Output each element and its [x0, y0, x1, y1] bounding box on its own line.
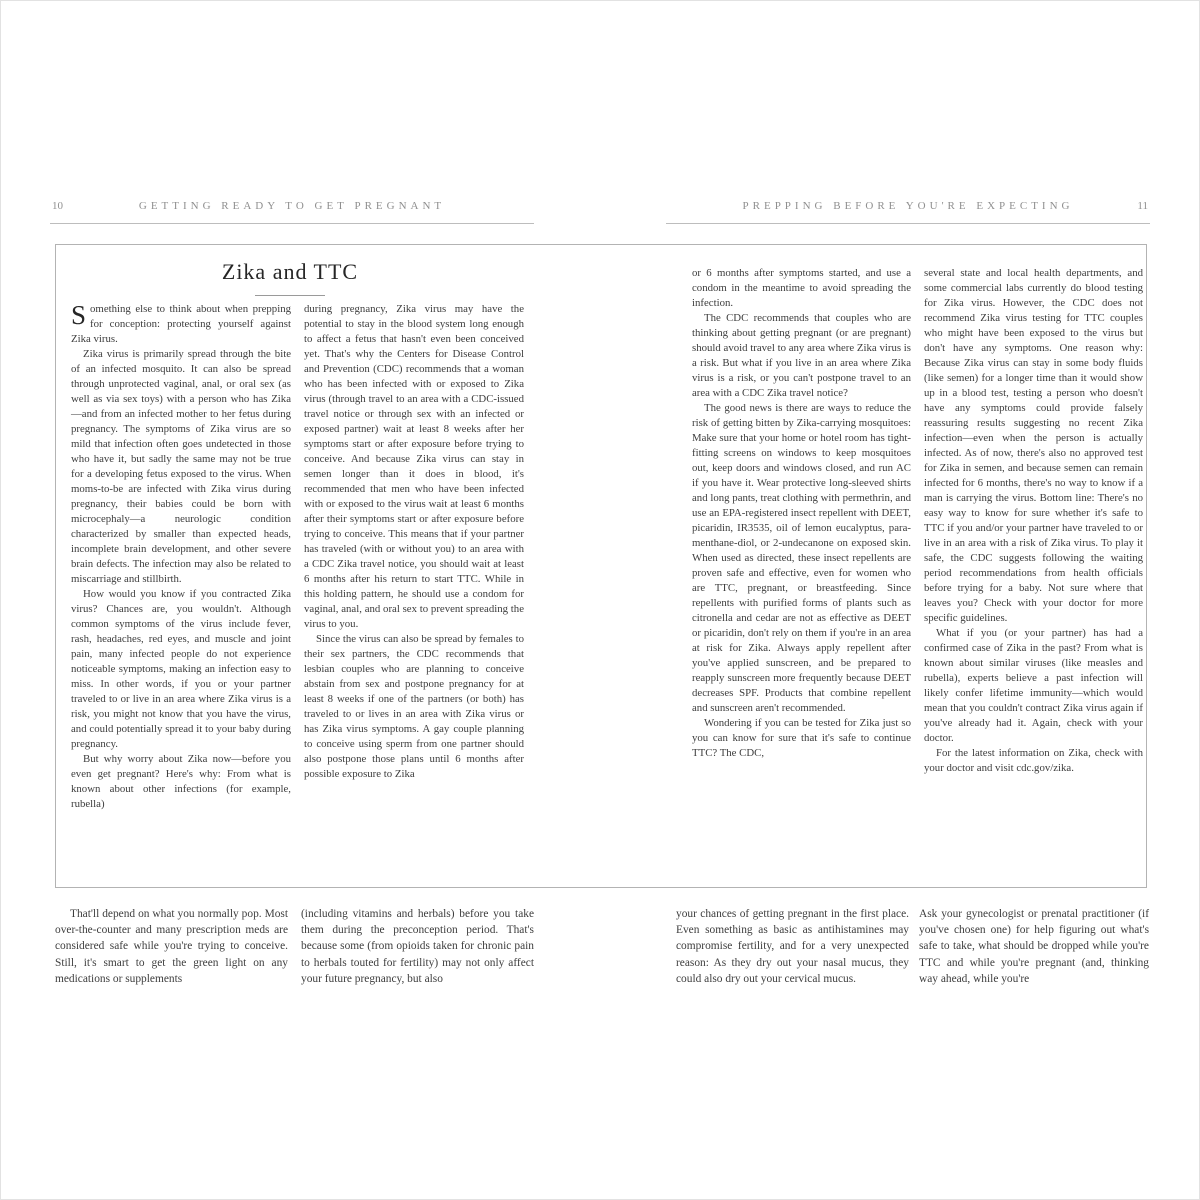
- left-running-head: [50, 200, 534, 224]
- paragraph: several state and local health departments, and some commercial labs currently do blood testing for Zika virus. However, the CDC does not recommend Zika virus testing for TTC couples who might have been exposed to the virus but don't have any symptoms. One reason why: Because Zika virus can stay in some body fluids (like semen) for a longer time than it would show up in a blood test, testing a person who doesn't have any symptoms could provide falsely reassuring results suggesting no recent Zika infection—even when the person is actually infected. As of now, there's also no approved test for Zika in semen, and because semen can remain infected for 6 months, there's no way to know if a man is carrying the virus. Bottom line: There's no easy way to know for sure whether it's safe to TTC if you and/or your partner have traveled to or live in an area with a risk of Zika virus. To play it safe, the CDC suggests following the waiting period recommendations from health officials before trying for a baby. Not sure where that leaves you? Check with your doctor for more specific guidelines.: [924, 267, 1143, 624]
- right-page-number: 11: [1137, 200, 1148, 212]
- body-column-2: [301, 906, 534, 987]
- box-column-3: [692, 266, 911, 761]
- paragraph: The good news is there are ways to reduce the risk of getting bitten by Zika-carrying mosquitoes: Make sure that your home or hotel room has tight-fitting screens on windows to keep mosquitoes out, keep doors and windows closed, and run AC if you have it. Wear protective long-sleeved shirts and long pants, treat clothing with permethrin, and use an EPA-registered insect repellent with DEET, picaridin, IR3535, oil of lemon eucalyptus, para-menthane-diol, or 2-undecanone on exposed skin. When used as directed, these insect repellents are proven safe and effective, even for women who are TTC, pregnant, or breastfeeding. Since repellents with purified forms of plants such as citronella and cedar are not as effective as DEET or picaridin, don't rely on them if you're in an area at risk for Zika. Always apply repellent after you've applied sunscreen, and be prepared to reapply sunscreen more frequently because DEET decreases SPF. Products that combine repellent and sunscreen aren't recommended.: [692, 402, 911, 714]
- zika-ttc-box: [55, 244, 1147, 888]
- paragraph: (including vitamins and herbals) before you take them during the preconception period. That's because some (from opioids taken for chronic pain to herbals touted for fertility) may not only affect your future pregnancy, but also: [301, 908, 534, 985]
- paragraph: But why worry about Zika now—before you even get pregnant? Here's why: From what is known about other infections (for example, rubella): [71, 753, 291, 810]
- paragraph: The CDC recommends that couples who are thinking about getting pregnant (or are pregnant) should avoid travel to any area where Zika virus is a risk. But what if you live in an area where Zika virus is a risk, or you can't postpone travel to an area with a CDC Zika travel notice?: [692, 312, 911, 399]
- paragraph: during pregnancy, Zika virus may have the potential to stay in the blood system long enough to affect a fetus that hasn't even been conceived yet. That's why the Centers for Disease Control and Prevention (CDC) recommends that a woman who has been infected with or exposed to Zika virus (through travel to an area with a CDC-issued travel notice or through sex with an infected or exposed partner) wait at least 8 weeks after her symptoms start or after exposure before trying to conceive. And because Zika virus can stay in semen longer than it does in blood, it's recommended that men who have been infected with or exposed to the virus wait at least 6 months after their symptoms start or after exposure before trying to conceive. This means that if your partner has traveled (with or without you) to an area with a CDC Zika travel notice, you should wait at least 6 months after his return to start TTC. While in this holding pattern, he should use a condom for vaginal, anal, and oral sex to prevent spreading the virus to you.: [304, 303, 524, 630]
- paragraph: your chances of getting pregnant in the first place. Even something as basic as antihistamines may compromise fertility, and for a very unexpected reason: As they dry out your nasal mucus, they could also dry out your cervical mucus.: [676, 908, 909, 985]
- right-running-head: [666, 200, 1150, 224]
- body-column-3: [676, 906, 909, 987]
- left-page-number: 10: [52, 200, 63, 212]
- box-title: Zika and TTC: [221, 259, 359, 284]
- box-column-4: [924, 266, 1143, 776]
- right-header-title: PREPPING BEFORE YOU'RE EXPECTING: [742, 200, 1074, 212]
- box-column-1: [71, 302, 291, 812]
- paragraph: or 6 months after symptoms started, and use a condom in the meantime to avoid spreading the infection.: [692, 267, 911, 309]
- box-column-2: [304, 302, 524, 782]
- paragraph: What if you (or your partner) has had a confirmed case of Zika in the past? From what is known about similar viruses (like measles and rubella), experts believe a past infection will likely confer lifetime immunity—which would mean that you couldn't contract Zika virus again if you've already had it. Again, check with your doctor.: [924, 627, 1143, 744]
- paragraph: [71, 302, 291, 347]
- paragraph: How would you know if you contracted Zika virus? Chances are, you wouldn't. Although common symptoms of the virus include fever, rash, headaches, red eyes, and muscle and joint pain, many infected people do not experience noticeable symptoms, making an infection easy to miss. In other words, if you or your partner traveled to or live in an area where Zika virus is a risk, you might not know that you have the virus, and could potentially spread it to your baby during pregnancy.: [71, 588, 291, 750]
- paragraph: Wondering if you can be tested for Zika just so you can know for sure that it's safe to continue TTC? The CDC,: [692, 717, 911, 759]
- paragraph: Zika virus is primarily spread through the bite of an infected mosquito. It can also be spread through unprotected vaginal, anal, or oral sex (as well as via sex toys) with a person who has Zika—and from an infected mother to her fetus during pregnancy. The symptoms of Zika virus are so mild that infection often goes undetected in those who have it, but sadly the same may not be true for a developing fetus exposed to the virus. When moms-to-be are infected with Zika virus during pregnancy, their babies could be born with microcephaly—a neurologic condition characterized by smaller than expected heads, incomplete brain development, and other severe brain defects. The infection may also be related to miscarriage and stillbirth.: [71, 348, 291, 585]
- paragraph: Ask your gynecologist or prenatal practitioner (if you've chosen one) for help figuring out what's safe to take, what should be dropped while you're TTC and while you're pregnant (and, thinking way ahead, while you're: [919, 908, 1149, 985]
- paragraph-text: omething else to think about when prepping for conception: protecting yourself against Zika virus.: [71, 303, 291, 345]
- body-column-1: [55, 906, 288, 987]
- drop-cap: S: [71, 300, 87, 330]
- paragraph: For the latest information on Zika, check with your doctor and visit cdc.gov/zika.: [924, 747, 1143, 774]
- title-rule: [255, 295, 325, 296]
- body-column-4: [919, 906, 1149, 987]
- left-header-title: GETTING READY TO GET PREGNANT: [138, 200, 446, 212]
- paragraph: That'll depend on what you normally pop. Most over-the-counter and many prescription meds are considered safe while you're trying to conceive. Still, it's smart to get the green light on any medications or supplements: [55, 908, 288, 985]
- paragraph: Since the virus can also be spread by females to their sex partners, the CDC recommends that lesbian couples who are planning to conceive abstain from sex and postpone pregnancy for at least 8 weeks if one of the partners (or both) has traveled to or lives in an area with Zika virus or has Zika virus symptoms. A gay couple planning to conceive using sperm from one partner should also postpone those plans until 6 months after possible exposure to Zika: [304, 633, 524, 780]
